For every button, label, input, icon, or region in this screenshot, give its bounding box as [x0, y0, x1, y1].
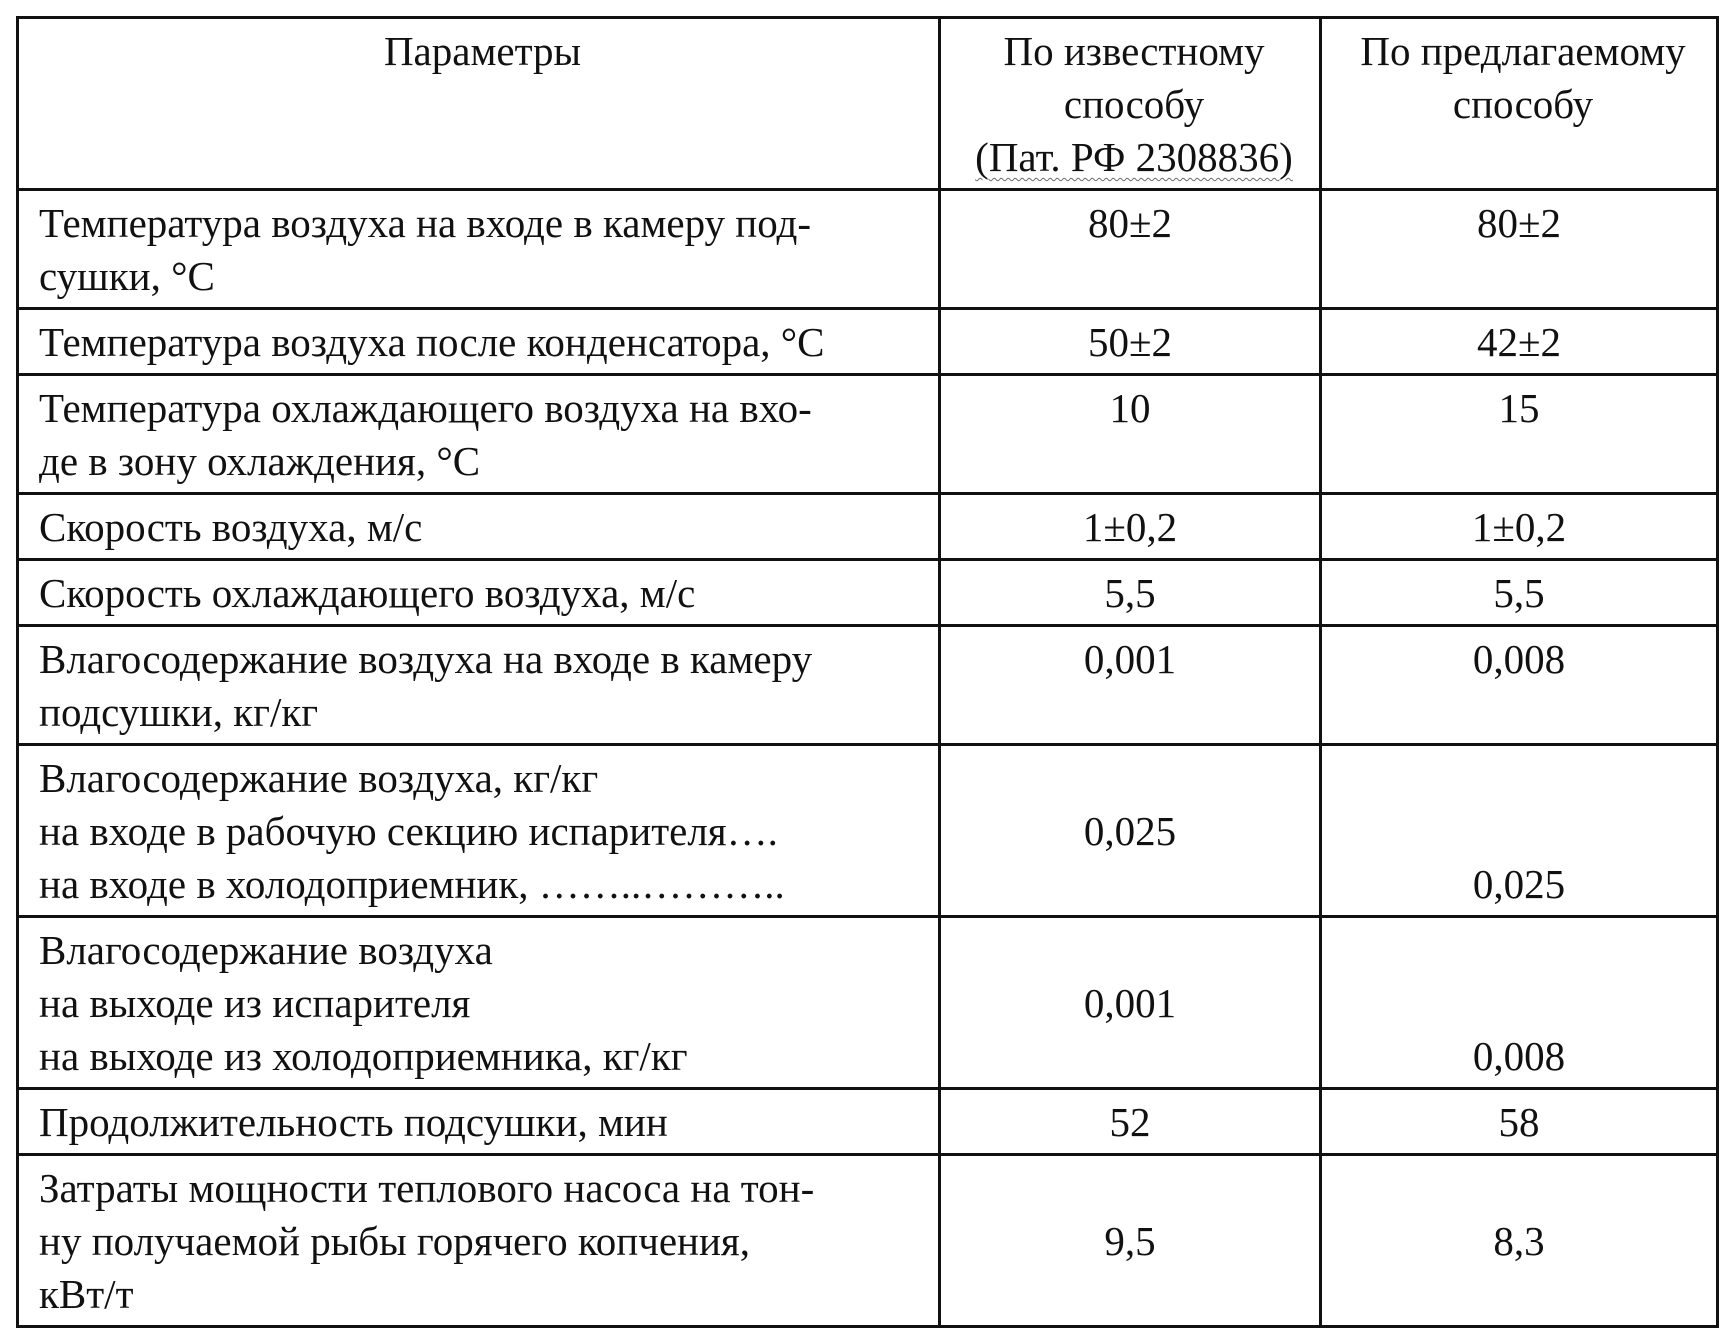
proposed-value-cell: 42±2 — [1321, 309, 1718, 375]
known-value-cell: 1±0,2 — [940, 494, 1321, 560]
param-cell: Скорость воздуха, м/с — [18, 494, 940, 560]
proposed-value-cell: 15 — [1321, 375, 1718, 494]
param-cell: Температура воздуха на входе в камеру под- сушки, °С — [18, 190, 940, 309]
header-parameters: Параметры — [18, 18, 940, 190]
table-row — [18, 917, 1718, 1089]
param-cell: Влагосодержание воздуха на выходе из испарителя на выходе из холодоприемника, кг/кг — [18, 917, 940, 1089]
proposed-value-cell: 58 — [1321, 1089, 1718, 1155]
proposed-value-cell: 0,008 — [1321, 626, 1718, 745]
known-value-cell: 10 — [940, 375, 1321, 494]
proposed-value-cell: 0,008 — [1321, 917, 1718, 1089]
proposed-value-cell: 1±0,2 — [1321, 494, 1718, 560]
table-row — [18, 190, 1718, 309]
known-value-cell: 50±2 — [940, 309, 1321, 375]
header-row — [18, 18, 1718, 190]
table-row — [18, 560, 1718, 626]
proposed-value-cell: 5,5 — [1321, 560, 1718, 626]
header-proposed-method: По предлагаемому способу — [1321, 18, 1718, 190]
param-cell: Затраты мощности теплового насоса на тон- ну получаемой рыбы горячего копчения, кВт/т — [18, 1155, 940, 1327]
known-value-cell: 0,001 — [940, 917, 1321, 1089]
known-value-cell: 52 — [940, 1089, 1321, 1155]
table-row — [18, 375, 1718, 494]
param-cell: Скорость охлаждающего воздуха, м/с — [18, 560, 940, 626]
param-cell: Влагосодержание воздуха, кг/кг на входе в рабочую секцию испарителя…. на входе в холодоприемник, ……..……….. — [18, 745, 940, 917]
param-cell: Продолжительность подсушки, мин — [18, 1089, 940, 1155]
proposed-value-cell: 8,3 — [1321, 1155, 1718, 1327]
param-cell: Температура воздуха после конденсатора, °С — [18, 309, 940, 375]
table-row — [18, 626, 1718, 745]
known-value-cell: 80±2 — [940, 190, 1321, 309]
table-row — [18, 494, 1718, 560]
proposed-value-cell: 80±2 — [1321, 190, 1718, 309]
table-row — [18, 309, 1718, 375]
table-row — [18, 745, 1718, 917]
table-row — [18, 1089, 1718, 1155]
known-value-cell: 0,025 — [940, 745, 1321, 917]
known-value-cell: 5,5 — [940, 560, 1321, 626]
header-known-method: По известному способу (Пат. РФ 2308836) — [940, 18, 1321, 190]
param-cell: Температура охлаждающего воздуха на вхо- де в зону охлаждения, °С — [18, 375, 940, 494]
known-value-cell: 0,001 — [940, 626, 1321, 745]
param-cell: Влагосодержание воздуха на входе в камеру подсушки, кг/кг — [18, 626, 940, 745]
parameters-table — [16, 16, 1719, 1328]
table-row — [18, 1155, 1718, 1327]
known-value-cell: 9,5 — [940, 1155, 1321, 1327]
proposed-value-cell: 0,025 — [1321, 745, 1718, 917]
